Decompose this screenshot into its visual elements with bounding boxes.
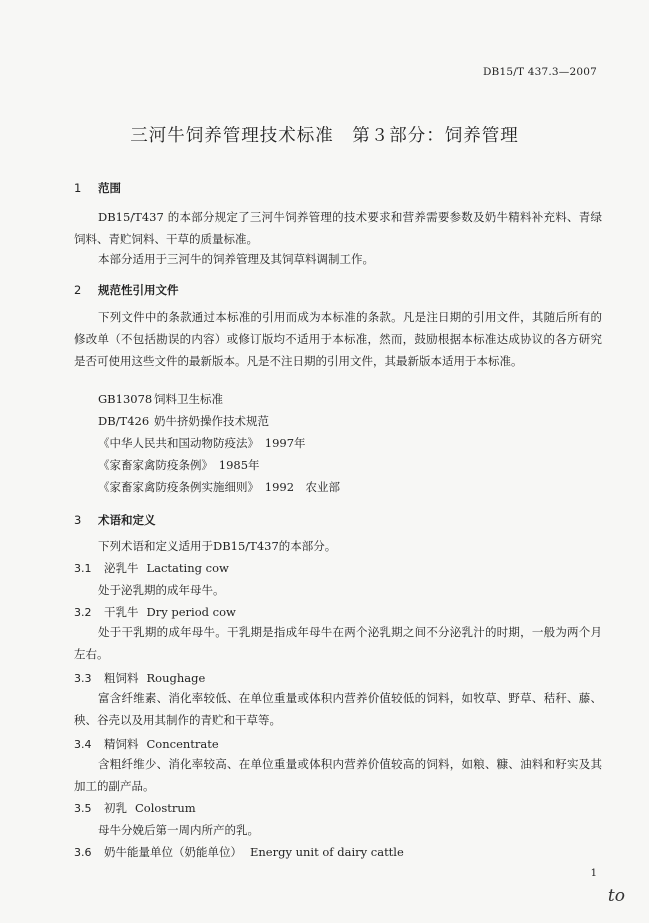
term-number: 3.3 xyxy=(74,672,92,685)
term-heading xyxy=(74,604,236,620)
section-heading-scope xyxy=(74,180,121,196)
section-heading-terms xyxy=(74,512,156,528)
term-english: Roughage xyxy=(146,671,206,685)
term-number: 3.4 xyxy=(74,738,92,751)
term-definition: 处于干乳期的成年母牛。干乳期是指成年母牛在两个泌乳期之间不分泌乳汁的时期，一般为两个月左右。 xyxy=(74,625,602,661)
reference-line xyxy=(98,391,223,407)
section-title: 规范性引用文件 xyxy=(98,283,179,297)
law-reference: 《家畜家禽防疫条例》 1985年 xyxy=(98,458,260,472)
term-chinese: 精饲料 xyxy=(104,737,139,751)
reference-line xyxy=(98,413,269,429)
term-english: Concentrate xyxy=(146,737,219,751)
scope-paragraph-1: DB15/T437 的本部分规定了三河牛饲养管理的技术要求和营养需要参数及奶牛精料补充料、青绿饲料、青贮饲料、干草的质量标准。 xyxy=(74,210,602,246)
term-definition: 含粗纤维少、消化率较高、在单位重量或体积内营养价值较高的饲料，如粮、糠、油料和籽实及其加工的副产品。 xyxy=(74,757,602,793)
reference-title: 饲料卫生标准 xyxy=(154,392,223,406)
references-paragraph: 下列文件中的条款通过本标准的引用而成为本标准的条款。凡是注日期的引用文件，其随后所有的修改单（不包括勘误的内容）或修订版均不适用于本标准，然而，鼓励根据本标准达成协议的各方研究是否可使用这些文件的最新版本。凡是不注日期的引用文件，其最新版本适用于本标准。 xyxy=(74,310,602,368)
law-reference: 《中华人民共和国动物防疫法》 1997年 xyxy=(98,436,306,450)
term-english: Energy unit of dairy cattle xyxy=(250,845,404,859)
term-chinese: 初乳 xyxy=(104,801,127,815)
term-definition: 处于泌乳期的成年母牛。 xyxy=(98,583,225,597)
term-definition: 富含纤维素、消化率较低、在单位重量或体积内营养价值较低的饲料，如牧草、野草、秸秆、藤、秧、谷壳以及用其制作的青贮和干草等。 xyxy=(74,691,602,727)
law-reference: 《家畜家禽防疫条例实施细则》 1992 农业部 xyxy=(98,480,341,494)
term-chinese: 干乳牛 xyxy=(104,605,139,619)
section-number: 3 xyxy=(74,513,82,527)
handwritten-page-mark: to xyxy=(607,886,625,906)
section-title: 范围 xyxy=(98,181,121,195)
scope-paragraph-2: 本部分适用于三河牛的饲养管理及其饲草料调制工作。 xyxy=(98,252,374,266)
term-heading xyxy=(74,800,196,816)
term-heading xyxy=(74,560,229,576)
term-chinese: 泌乳牛 xyxy=(104,561,139,575)
term-number: 3.5 xyxy=(74,802,92,815)
term-english: Lactating cow xyxy=(146,561,229,575)
term-heading xyxy=(74,670,205,686)
reference-code: GB13078 xyxy=(98,392,153,406)
term-heading xyxy=(74,844,404,860)
terms-intro: 下列术语和定义适用于DB15/T437的本部分。 xyxy=(98,539,337,553)
document-code: DB15/T 437.3—2007 xyxy=(482,66,597,78)
term-definition: 母牛分娩后第一周内所产的乳。 xyxy=(98,823,259,837)
term-english: Dry period cow xyxy=(146,605,236,619)
page-number: 1 xyxy=(590,868,597,879)
reference-code: DB/T426 xyxy=(98,414,150,428)
term-english: Colostrum xyxy=(135,801,196,815)
term-heading xyxy=(74,736,219,752)
reference-title: 奶牛挤奶操作技术规范 xyxy=(154,414,269,428)
term-number: 3.6 xyxy=(74,846,92,859)
term-number: 3.2 xyxy=(74,606,92,619)
section-title: 术语和定义 xyxy=(98,513,156,527)
page-title: 三河牛饲养管理技术标准 第３部分：饲养管理 xyxy=(130,126,519,146)
term-chinese: 奶牛能量单位（奶能单位） xyxy=(104,845,242,859)
section-heading-references xyxy=(74,282,179,298)
term-number: 3.1 xyxy=(74,562,92,575)
section-number: 2 xyxy=(74,283,82,297)
section-number: 1 xyxy=(74,181,82,195)
term-chinese: 粗饲料 xyxy=(104,671,139,685)
